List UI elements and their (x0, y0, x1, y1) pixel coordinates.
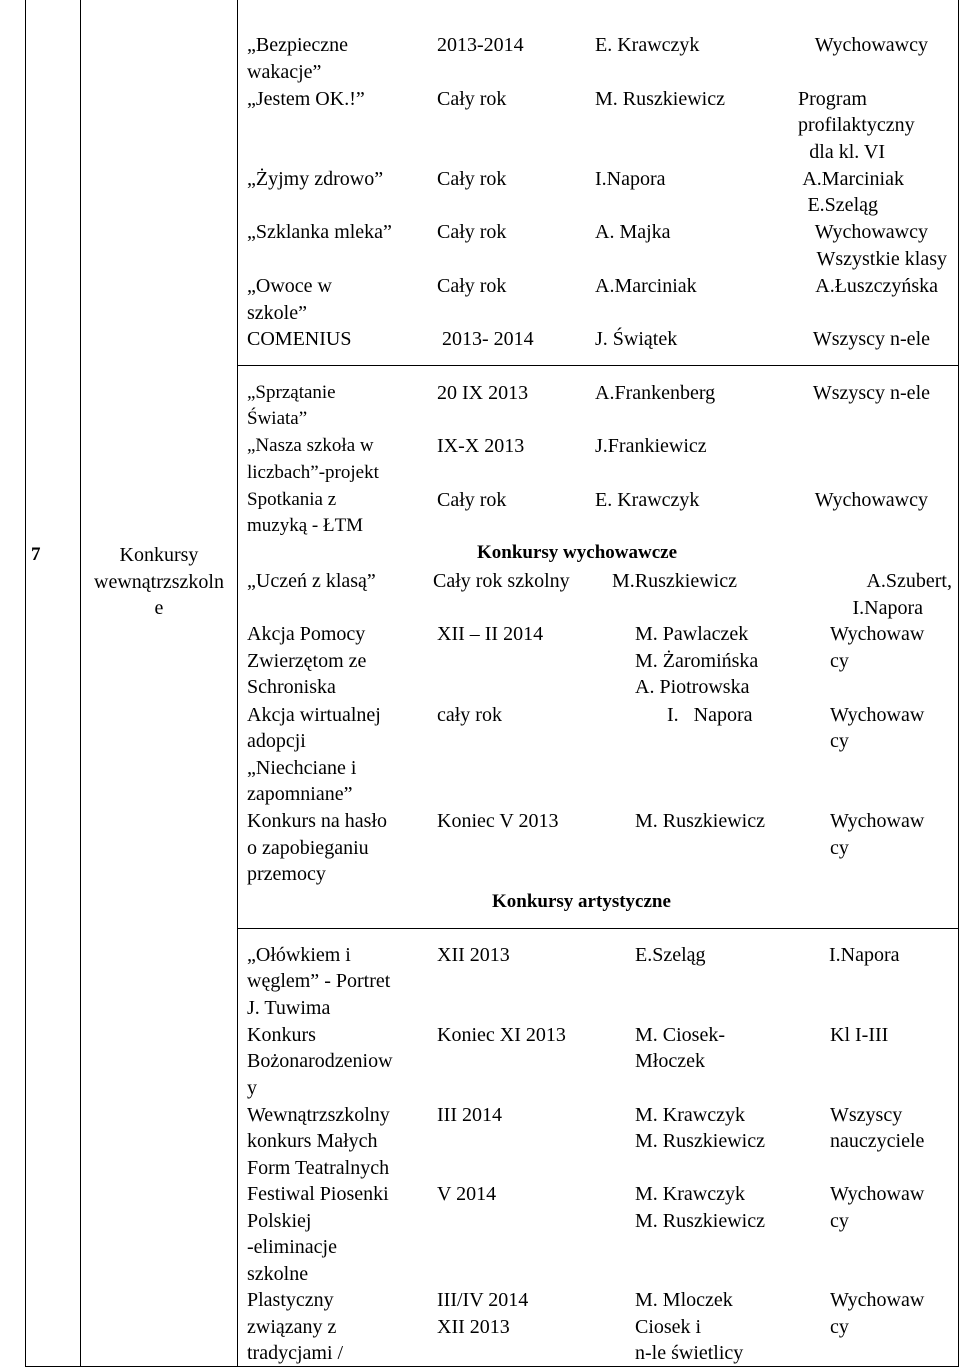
program-date: XII 2013 (437, 944, 510, 966)
program-name: Form Teatralnych (247, 1157, 390, 1179)
program-target: cy (830, 1210, 849, 1232)
program-person: M. Żaromińska (635, 650, 759, 672)
program-date: III 2014 (437, 1104, 502, 1126)
program-target: Wychowaw (830, 704, 925, 726)
program-target: Program (798, 88, 867, 110)
program-person: M.Ruszkiewicz (612, 570, 737, 592)
program-name: Akcja wirtualnej (247, 704, 381, 726)
program-date: Cały rok szkolny (433, 570, 570, 592)
col-divider-1 (80, 0, 81, 1367)
program-name: Spotkania z (247, 489, 337, 510)
program-person: I.Napora (595, 168, 666, 190)
program-name: Konkurs na hasło (247, 810, 387, 832)
program-name: Polskiej (247, 1210, 312, 1232)
program-name: -eliminacje (247, 1236, 337, 1258)
program-person: M. Ruszkiewicz (635, 1210, 765, 1232)
program-target: E.Szeląg (807, 194, 878, 216)
program-person: Ciosek i (635, 1316, 702, 1338)
program-target: cy (830, 730, 849, 752)
program-name: „Sprzątanie (247, 382, 336, 403)
program-person: M. Ruszkiewicz (635, 1130, 765, 1152)
program-name: wakacje” (247, 61, 322, 83)
program-person: A. Piotrowska (635, 676, 750, 698)
program-name: adopcji (247, 730, 306, 752)
program-target: Wszyscy (830, 1104, 903, 1126)
program-name: związany z (247, 1316, 337, 1338)
program-name: liczbach”-projekt (247, 462, 379, 483)
program-target: Wychowaw (830, 623, 925, 645)
program-name: Festiwal Piosenki (247, 1183, 389, 1205)
program-name: szkole” (247, 302, 307, 324)
program-name: zapomniane” (247, 783, 353, 805)
program-target: Wszystkie klasy (816, 248, 947, 270)
program-target: dla kl. VI (809, 141, 885, 163)
program-person: E.Szeląg (635, 944, 706, 966)
program-person: I. Napora (667, 704, 753, 726)
program-name: „Uczeń z klasą” (247, 570, 376, 592)
program-target: Wychowawcy (814, 34, 928, 56)
block-divider-1 (237, 365, 959, 366)
program-name: Plastyczny (247, 1289, 334, 1311)
program-target: Wychowaw (830, 1183, 925, 1205)
program-target: cy (830, 837, 849, 859)
program-date: Cały rok (437, 221, 507, 243)
program-person: Młoczek (635, 1050, 705, 1072)
program-name: konkurs Małych (247, 1130, 378, 1152)
program-date: cały rok (437, 704, 502, 726)
program-person: A.Marciniak (595, 275, 697, 297)
block-divider-2 (237, 928, 959, 929)
outer-left-border (25, 0, 26, 1367)
program-person: M. Ruszkiewicz (595, 88, 725, 110)
program-person: M. Krawczyk (635, 1104, 745, 1126)
col-divider-2 (237, 0, 238, 1367)
program-person: A.Frankenberg (595, 382, 716, 404)
program-date: Cały rok (437, 168, 507, 190)
program-date: 2013- 2014 (442, 328, 534, 350)
program-name: Akcja Pomocy (247, 623, 366, 645)
program-target: Wychowaw (830, 1289, 925, 1311)
bottom-border (25, 1366, 959, 1367)
program-name: „Żyjmy zdrowo” (247, 168, 384, 190)
program-person: J.Frankiewicz (595, 435, 707, 457)
program-name: Konkurs (247, 1024, 316, 1046)
program-person: M. Ciosek- (635, 1024, 725, 1046)
program-person: J. Świątek (595, 328, 678, 350)
program-name: o zapobieganiu (247, 837, 369, 859)
program-target: Kl I-III (830, 1024, 889, 1046)
program-target: nauczyciele (830, 1130, 925, 1152)
program-date: XII – II 2014 (437, 623, 544, 645)
program-person: M. Pawlaczek (635, 623, 749, 645)
program-name: „Nasza szkoła w (247, 435, 374, 456)
program-date: Cały rok (437, 88, 507, 110)
program-name: węglem” - Portret (247, 970, 391, 992)
program-name: COMENIUS (247, 328, 352, 350)
program-person: A. Majka (595, 221, 671, 243)
program-date: Cały rok (437, 489, 507, 511)
program-name: przemocy (247, 863, 326, 885)
program-person: E. Krawczyk (595, 34, 700, 56)
program-date: 20 IX 2013 (437, 382, 529, 404)
section-title-line: Konkursy (119, 544, 199, 566)
program-date: III/IV 2014 (437, 1289, 529, 1311)
program-name: Wewnątrzszkolny (247, 1104, 390, 1126)
program-target: cy (830, 650, 849, 672)
program-date: V 2014 (437, 1183, 497, 1205)
section-number: 7 (31, 544, 41, 565)
program-name: Bożonarodzeniow (247, 1050, 393, 1072)
section-title-line: wewnątrzszkoln (94, 571, 224, 593)
program-date: IX-X 2013 (437, 435, 525, 457)
program-target: cy (830, 1316, 849, 1338)
program-target: Wszyscy n-ele (812, 382, 930, 404)
program-name: „Niechciane i (247, 757, 357, 779)
program-date: Koniec V 2013 (437, 810, 559, 832)
program-name: „Ołówkiem i (247, 944, 351, 966)
program-date: Koniec XI 2013 (437, 1024, 566, 1046)
program-person: M. Krawczyk (635, 1183, 745, 1205)
program-target: I.Napora (829, 944, 900, 966)
program-target: profilaktyczny (798, 114, 915, 136)
program-name: Schroniska (247, 676, 336, 698)
program-date: XII 2013 (437, 1316, 510, 1338)
program-name: „Owoce w (247, 275, 332, 297)
program-target: A.Szubert, (866, 570, 952, 592)
program-target: A.Łuszczyńska (815, 275, 938, 297)
program-target: Wychowawcy (814, 489, 928, 511)
program-person: M. Mloczek (635, 1289, 733, 1311)
program-name: szkolne (247, 1263, 309, 1285)
program-name: Świata” (247, 408, 308, 429)
section-heading: Konkursy artystyczne (492, 891, 671, 912)
section-heading: Konkursy wychowawcze (477, 542, 678, 563)
outer-right-border (958, 0, 959, 1367)
program-person: E. Krawczyk (595, 489, 700, 511)
program-target: A.Marciniak (802, 168, 904, 190)
program-target: Wychowawcy (814, 221, 928, 243)
program-target: Wychowaw (830, 810, 925, 832)
program-date: Cały rok (437, 275, 507, 297)
program-person: n-le świetlicy (635, 1342, 744, 1364)
program-name: y (247, 1077, 257, 1099)
program-target: Wszyscy n-ele (812, 328, 930, 350)
program-name: Zwierzętom ze (247, 650, 367, 672)
program-name: „Jestem OK.!” (247, 88, 365, 110)
section-title-line: e (154, 597, 164, 619)
program-name: „Szklanka mleka” (247, 221, 392, 243)
program-date: 2013-2014 (437, 34, 524, 56)
program-person: M. Ruszkiewicz (635, 810, 765, 832)
program-name: J. Tuwima (247, 997, 331, 1019)
program-name: tradycjami / (247, 1342, 344, 1364)
program-name: „Bezpieczne (247, 34, 349, 56)
program-name: muzyką - ŁTM (247, 515, 364, 536)
program-target: I.Napora (852, 597, 923, 619)
